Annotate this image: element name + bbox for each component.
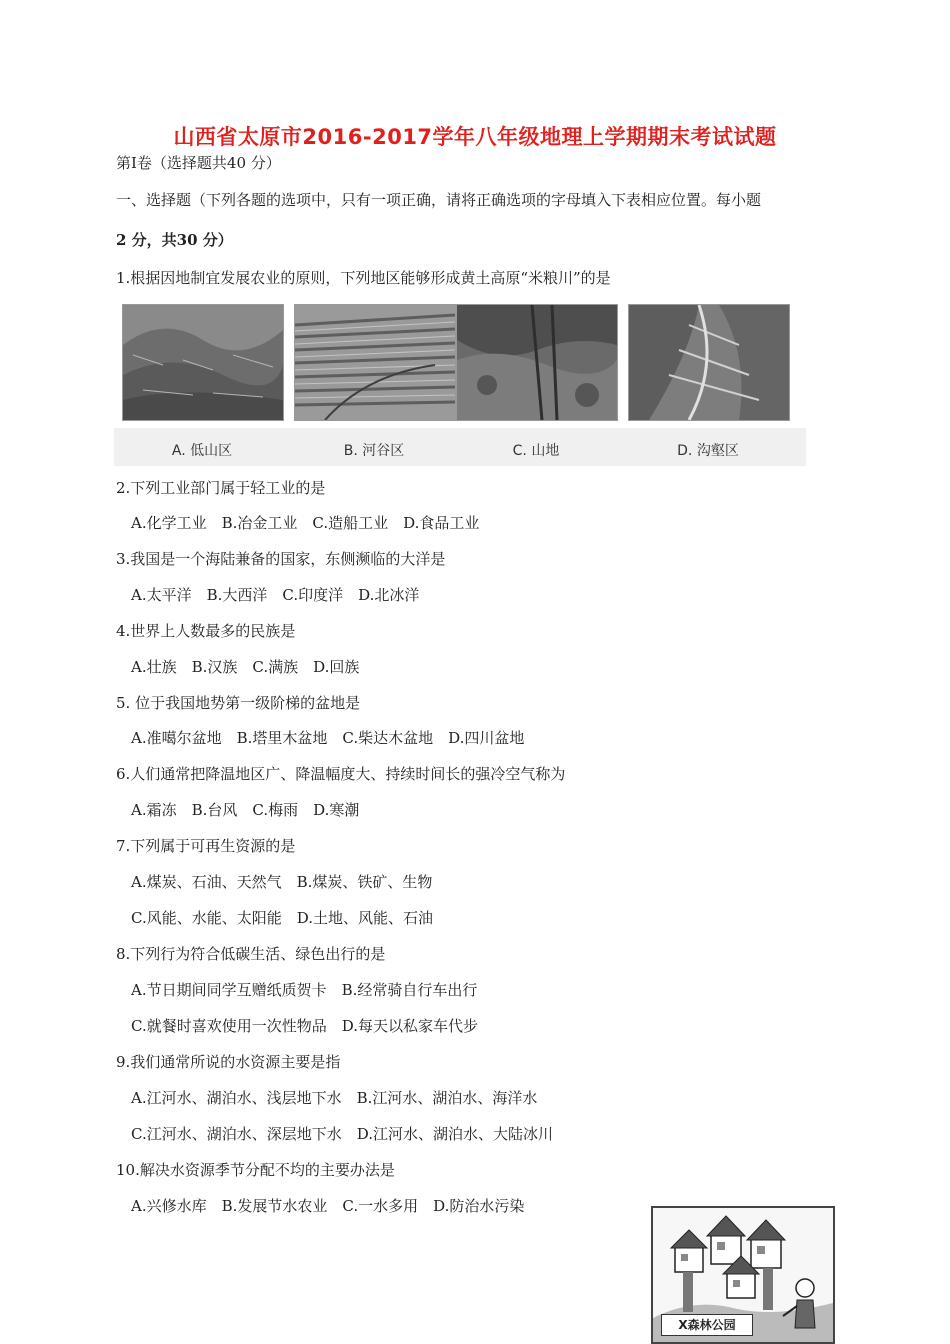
question-8-options-line-2: C.就餐时喜欢使用一次性物品 D.每天以私家车代步	[131, 1017, 478, 1035]
caption-b: B. 河谷区	[343, 443, 405, 459]
question-7-options-line-1: A.煤炭、石油、天然气 B.煤炭、铁矿、生物	[131, 873, 433, 891]
forest-park-cartoon	[651, 1206, 835, 1344]
question-3-stem: 3.我国是一个海陆兼备的国家，东侧濒临的大洋是	[116, 550, 446, 568]
question-8-options-line-1: A.节日期间同学互赠纸质贺卡 B.经常骑自行车出行	[131, 981, 478, 999]
question-1-photo-row	[122, 304, 798, 464]
question-2-stem: 2.下列工业部门属于轻工业的是	[116, 479, 326, 497]
question-6-options: A.霜冻 B.台风 C.梅雨 D.寒潮	[131, 801, 360, 819]
question-2-options: A.化学工业 B.冶金工业 C.造船工业 D.食品工业	[131, 514, 480, 532]
question-10-stem: 10.解决水资源季节分配不均的主要办法是	[116, 1161, 395, 1179]
question-1-stem: 1.根据因地制宜发展农业的原则，下列地区能够形成黄土高原“米粮川”的是	[116, 269, 611, 287]
section-heading: 第Ⅰ卷（选择题共40 分）	[116, 154, 281, 172]
question-5-stem: 5. 位于我国地势第一级阶梯的盆地是	[116, 694, 361, 712]
caption-a: A. 低山区	[171, 443, 233, 459]
photo-river-valley	[294, 304, 456, 421]
instructions-line-2: 2 分，共30 分）	[116, 231, 233, 249]
question-7-stem: 7.下列属于可再生资源的是	[116, 837, 296, 855]
question-5-options: A.准噶尔盆地 B.塔里木盆地 C.柴达木盆地 D.四川盆地	[131, 729, 525, 747]
caption-c: C. 山地	[512, 443, 560, 459]
question-9-stem: 9.我们通常所说的水资源主要是指	[116, 1053, 341, 1071]
question-9-options-line-2: C.江河水、湖泊水、深层地下水 D.江河水、湖泊水、大陆冰川	[131, 1125, 553, 1143]
question-4-stem: 4.世界上人数最多的民族是	[116, 622, 296, 640]
question-3-options: A.太平洋 B.大西洋 C.印度洋 D.北冰洋	[131, 586, 420, 604]
document-title: 山西省太原市2016-2017学年八年级地理上学期期末考试试题	[173, 125, 777, 149]
photo-mountain	[456, 304, 618, 421]
question-8-stem: 8.下列行为符合低碳生活、绿色出行的是	[116, 945, 386, 963]
question-10-options: A.兴修水库 B.发展节水农业 C.一水多用 D.防治水污染	[131, 1197, 525, 1215]
question-7-options-line-2: C.风能、水能、太阳能 D.土地、风能、石油	[131, 909, 433, 927]
question-4-options: A.壮族 B.汉族 C.满族 D.回族	[131, 658, 360, 676]
photo-low-mountain	[122, 304, 284, 421]
caption-d: D. 沟壑区	[677, 443, 739, 459]
cartoon-sign-label: X森林公园	[661, 1314, 753, 1336]
question-6-stem: 6.人们通常把降温地区广、降温幅度大、持续时间长的强冷空气称为	[116, 765, 566, 783]
photo-gully-area	[628, 304, 790, 421]
instructions-line-1: 一、选择题（下列各题的选项中，只有一项正确，请将正确选项的字母填入下表相应位置。每小题	[116, 191, 762, 209]
question-9-options-line-1: A.江河水、湖泊水、浅层地下水 B.江河水、湖泊水、海洋水	[131, 1089, 538, 1107]
